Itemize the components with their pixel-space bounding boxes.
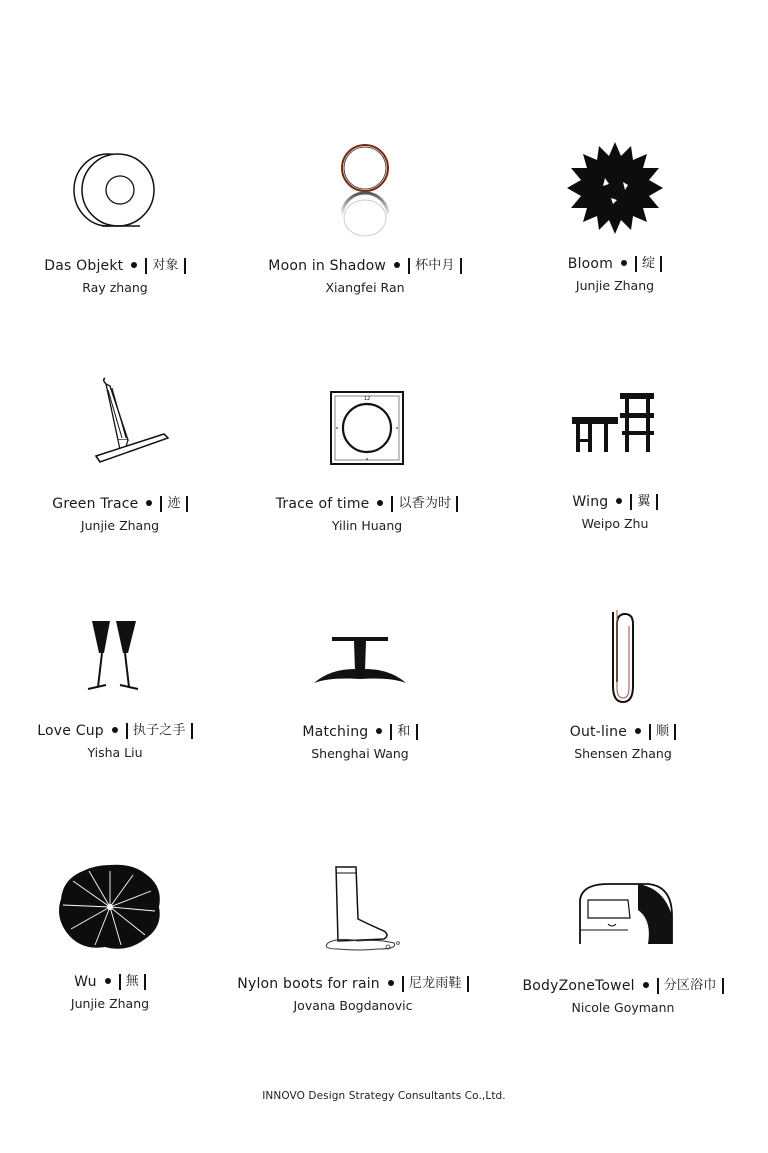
bullet-dot [146, 500, 152, 506]
bullet-dot [388, 980, 394, 986]
item-author: Xiangfei Ran [325, 280, 405, 295]
item-chinese-title: 和 [390, 724, 417, 740]
item-nylon-boots [228, 848, 478, 1048]
item-title: Trace of time [275, 496, 370, 512]
champagne-glasses-icon [0, 595, 240, 715]
towel-icon [498, 850, 748, 970]
item-title: Green Trace [52, 496, 139, 512]
item-chinese-title: 尼龙雨鞋 [402, 976, 469, 992]
bullet-dot [643, 982, 649, 988]
item-author: Junjie Zhang [80, 518, 160, 533]
stool-icon [235, 596, 485, 716]
item-title: Moon in Shadow [268, 258, 387, 274]
item-author: Junjie Zhang [70, 996, 150, 1011]
item-green-trace [0, 368, 245, 568]
item-wing [490, 366, 740, 566]
item-title: Out-line [569, 724, 628, 740]
bullet-dot [635, 728, 641, 734]
incense-clock-icon [242, 368, 492, 488]
item-chinese-title: 绽 [635, 256, 662, 272]
bullet-dot [616, 498, 622, 504]
item-chinese-title: 执子之手 [126, 723, 193, 739]
item-title: Bloom [567, 256, 614, 272]
bloom-burst-icon [490, 128, 740, 248]
lotus-leaf-icon [0, 846, 235, 966]
bullet-dot [621, 260, 627, 266]
item-author: Junjie Zhang [575, 278, 655, 293]
bullet-dot [376, 728, 382, 734]
umbrella-stand-icon [0, 368, 245, 488]
rain-boot-icon [228, 848, 478, 968]
item-bloom [490, 128, 740, 328]
item-moon-in-shadow [240, 130, 490, 330]
item-chinese-title: 迹 [160, 496, 187, 512]
item-title: BodyZoneTowel [522, 978, 635, 994]
item-title: Das Objekt [44, 258, 124, 274]
chair-table-icon [490, 366, 740, 486]
item-title: Wu [74, 974, 97, 990]
item-chinese-title: 对象 [145, 258, 185, 274]
item-bodyzonetowel [498, 850, 748, 1050]
item-matching [235, 596, 485, 796]
paperclip-icon [498, 596, 748, 716]
item-author: Nicole Goymann [571, 1000, 675, 1015]
item-title: Nylon boots for rain [237, 976, 380, 992]
item-author: Yisha Liu [87, 745, 143, 760]
item-wu [0, 846, 235, 1046]
disc-object-icon [0, 130, 240, 250]
bullet-dot [394, 262, 400, 268]
item-chinese-title: 無 [119, 974, 146, 990]
item-out-line [498, 596, 748, 796]
item-author: Shensen Zhang [574, 746, 672, 761]
item-title: Love Cup [37, 723, 104, 739]
item-title: Wing [572, 494, 609, 510]
item-trace-of-time [242, 368, 492, 568]
bullet-dot [112, 727, 118, 733]
bullet-dot [131, 262, 137, 268]
item-chinese-title: 杯中月 [408, 258, 462, 274]
bullet-dot [105, 978, 111, 984]
item-author: Weipo Zhu [581, 516, 649, 531]
item-chinese-title: 顺 [649, 724, 676, 740]
item-chinese-title: 分区浴巾 [657, 978, 724, 994]
svg-text:12: 12 [363, 396, 371, 402]
item-chinese-title: 翼 [630, 494, 657, 510]
bullet-dot [377, 500, 383, 506]
item-author: Ray zhang [82, 280, 148, 295]
item-author: Shenghai Wang [311, 746, 409, 761]
item-author: Jovana Bogdanovic [293, 998, 413, 1013]
item-das-objekt [0, 130, 240, 330]
moon-reflection-icon [240, 130, 490, 250]
item-title: Matching [302, 724, 369, 740]
item-author: Yilin Huang [331, 518, 403, 533]
item-chinese-title: 以香为时 [391, 496, 458, 512]
item-love-cup [0, 595, 240, 795]
company-footer: INNOVO Design Strategy Consultants Co.,Ltd. [262, 1090, 506, 1102]
